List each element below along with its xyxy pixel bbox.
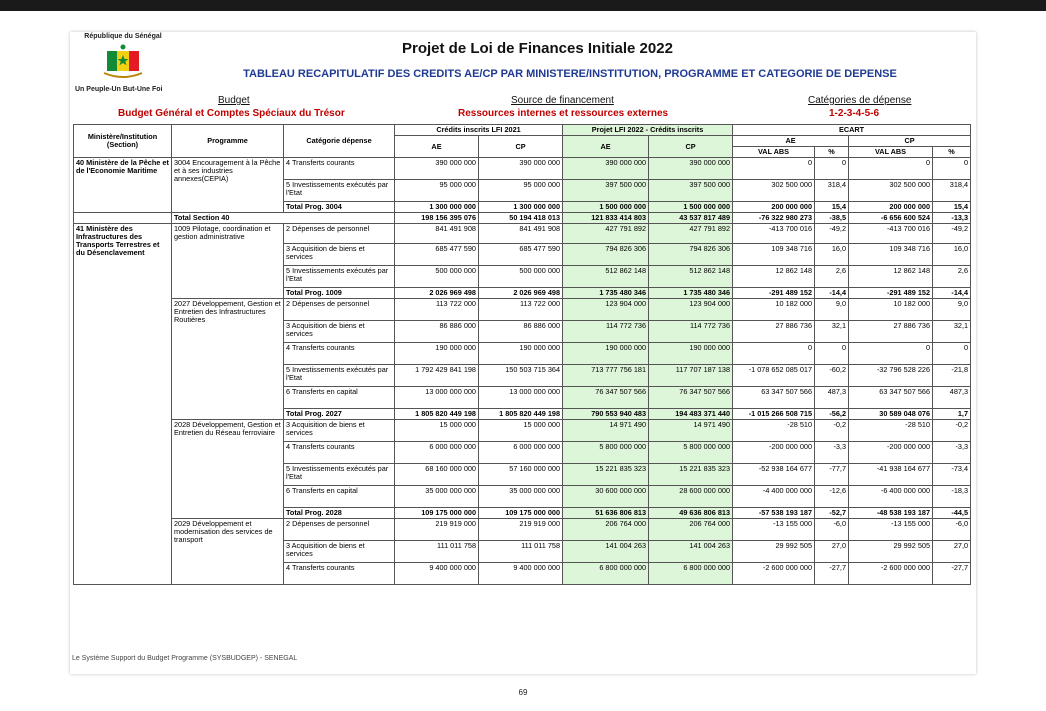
budget-value: Budget Général et Comptes Spéciaux du Trésor — [118, 108, 345, 119]
value-cell-cp22: 427 791 892 — [649, 224, 733, 244]
value-cell-ae21: 86 886 000 — [395, 321, 479, 343]
value-cell-ae-abs: 29 992 505 — [733, 541, 815, 563]
value-cell-ae-pct: 16,0 — [815, 244, 849, 266]
value-cell-cp-abs: -2 600 000 000 — [849, 563, 933, 585]
value-cell-ae-pct: 2,6 — [815, 266, 849, 288]
value-cell-cp-pct: -18,3 — [933, 486, 971, 508]
value-cell-ae-abs: 200 000 000 — [733, 202, 815, 213]
value-cell-ae-pct: -27,7 — [815, 563, 849, 585]
value-cell-cp-pct: 318,4 — [933, 180, 971, 202]
value-cell-ae-abs: 302 500 000 — [733, 180, 815, 202]
col-ecart-cp: CP — [849, 136, 971, 147]
value-cell-cp-abs: 10 182 000 — [849, 299, 933, 321]
value-cell-cp22: 14 971 490 — [649, 420, 733, 442]
value-cell-cp22: 512 862 148 — [649, 266, 733, 288]
value-cell-cp21: 500 000 000 — [479, 266, 563, 288]
col-cp21: CP — [479, 136, 563, 158]
motto-label: Un Peuple-Un But-Une Foi — [75, 86, 163, 93]
col-ministere: Ministère/Institution (Section) — [74, 125, 172, 158]
value-cell-ae-abs: -52 938 164 677 — [733, 464, 815, 486]
programme-cell: 2027 Développement, Gestion et Entretien des Infrastructures Routières — [172, 299, 284, 420]
value-cell-ae-pct: -77,7 — [815, 464, 849, 486]
value-cell-cp21: 15 000 000 — [479, 420, 563, 442]
value-cell-ae21: 198 156 395 076 — [395, 213, 479, 224]
value-cell-cp-pct: 9,0 — [933, 299, 971, 321]
value-cell-cp-abs: -291 489 152 — [849, 288, 933, 299]
value-cell-cp-abs: -41 938 164 677 — [849, 464, 933, 486]
value-cell-ae22: 121 833 414 803 — [563, 213, 649, 224]
value-cell-cp-abs: -6 656 600 524 — [849, 213, 933, 224]
value-cell-cp21: 150 503 715 364 — [479, 365, 563, 387]
credits-table — [73, 124, 971, 585]
value-cell-ae-abs: 109 348 716 — [733, 244, 815, 266]
programme-cell: 2029 Développement et modernisation des services de transport — [172, 519, 284, 585]
category-cell: 4 Transferts courants — [284, 158, 395, 180]
col-cp22: CP — [649, 136, 733, 158]
programme-cell: 3004 Encouragement à la Pêche et à ses industries annexes(CEPIA) — [172, 158, 284, 213]
value-cell-ae-abs: -2 600 000 000 — [733, 563, 815, 585]
value-cell-ae21: 95 000 000 — [395, 180, 479, 202]
value-cell-cp-pct: 32,1 — [933, 321, 971, 343]
value-cell-ae22: 790 553 940 483 — [563, 409, 649, 420]
document-title: Projet de Loi de Finances Initiale 2022 — [402, 40, 673, 57]
value-cell-cp-abs: 63 347 507 566 — [849, 387, 933, 409]
value-cell-ae-abs: -1 015 266 508 715 — [733, 409, 815, 420]
value-cell-cp-pct: -21,8 — [933, 365, 971, 387]
value-cell-ae21: 35 000 000 000 — [395, 486, 479, 508]
col-lfi2021: Crédits inscrits LFI 2021 — [395, 125, 563, 136]
value-cell-ae21: 841 491 908 — [395, 224, 479, 244]
value-cell-ae-abs: 10 182 000 — [733, 299, 815, 321]
value-cell-ae22: 190 000 000 — [563, 343, 649, 365]
value-cell-ae-abs: 63 347 507 566 — [733, 387, 815, 409]
value-cell-cp-abs: 30 589 048 076 — [849, 409, 933, 420]
category-cell: 3 Acquisition de biens et services — [284, 244, 395, 266]
value-cell-cp-abs: 12 862 148 — [849, 266, 933, 288]
category-cell: 3 Acquisition de biens et services — [284, 321, 395, 343]
value-cell-ae-pct: -3,3 — [815, 442, 849, 464]
header-emblem-block — [73, 33, 173, 84]
value-cell-cp-pct: 0 — [933, 158, 971, 180]
value-cell-ae22: 397 500 000 — [563, 180, 649, 202]
value-cell-cp21: 113 722 000 — [479, 299, 563, 321]
value-cell-ae-pct: 0 — [815, 158, 849, 180]
value-cell-cp22: 114 772 736 — [649, 321, 733, 343]
value-cell-cp21: 50 194 418 013 — [479, 213, 563, 224]
senegal-emblem-icon — [101, 43, 145, 79]
value-cell-ae22: 15 221 835 323 — [563, 464, 649, 486]
section-cell: 40 Ministère de la Pêche et de l'Economie Maritime — [74, 158, 172, 213]
category-cell: 2 Dépenses de personnel — [284, 224, 395, 244]
document-subtitle: TABLEAU RECAPITULATIF DES CREDITS AE/CP PAR MINISTERE/INSTITUTION, PROGRAMME ET CATEGORIE DE DEPENSE — [243, 68, 897, 80]
value-cell-cp-pct: -13,3 — [933, 213, 971, 224]
value-cell-cp-abs: -48 538 193 187 — [849, 508, 933, 519]
value-cell-ae-pct: -12,6 — [815, 486, 849, 508]
value-cell-cp22: 141 004 263 — [649, 541, 733, 563]
value-cell-ae21: 685 477 590 — [395, 244, 479, 266]
value-cell-cp-abs: -32 796 528 226 — [849, 365, 933, 387]
value-cell-ae21: 9 400 000 000 — [395, 563, 479, 585]
value-cell-ae21: 1 805 820 449 198 — [395, 409, 479, 420]
value-cell-ae-pct: -56,2 — [815, 409, 849, 420]
value-cell-cp22: 6 800 000 000 — [649, 563, 733, 585]
category-cell: 4 Transferts courants — [284, 442, 395, 464]
value-cell-cp-abs: 200 000 000 — [849, 202, 933, 213]
value-cell-cp-abs: -413 700 016 — [849, 224, 933, 244]
category-cell: 2 Dépenses de personnel — [284, 299, 395, 321]
value-cell-cp22: 190 000 000 — [649, 343, 733, 365]
value-cell-ae22: 51 636 806 813 — [563, 508, 649, 519]
value-cell-ae22: 427 791 892 — [563, 224, 649, 244]
value-cell-cp-pct: 16,0 — [933, 244, 971, 266]
value-cell-cp22: 1 500 000 000 — [649, 202, 733, 213]
value-cell-ae-abs: 0 — [733, 343, 815, 365]
value-cell-ae22: 390 000 000 — [563, 158, 649, 180]
value-cell-ae-pct: -49,2 — [815, 224, 849, 244]
value-cell-cp21: 190 000 000 — [479, 343, 563, 365]
value-cell-cp21: 6 000 000 000 — [479, 442, 563, 464]
value-cell-cp-pct: -14,4 — [933, 288, 971, 299]
value-cell-ae21: 500 000 000 — [395, 266, 479, 288]
col-cp-pct: % — [933, 147, 971, 158]
value-cell-ae21: 113 722 000 — [395, 299, 479, 321]
value-cell-cp-pct: -73,4 — [933, 464, 971, 486]
value-cell-ae-abs: -28 510 — [733, 420, 815, 442]
value-cell-cp-abs: -13 155 000 — [849, 519, 933, 541]
value-cell-cp22: 194 483 371 440 — [649, 409, 733, 420]
value-cell-cp22: 794 826 306 — [649, 244, 733, 266]
value-cell-cp22: 15 221 835 323 — [649, 464, 733, 486]
category-cell: 5 Investissements exécutés par l'Etat — [284, 365, 395, 387]
value-cell-ae22: 30 600 000 000 — [563, 486, 649, 508]
category-cell: Total Prog. 3004 — [284, 202, 395, 213]
value-cell-cp22: 117 707 187 138 — [649, 365, 733, 387]
category-cell: 4 Transferts courants — [284, 343, 395, 365]
section-cell: 41 Ministère des Infrastructures des Transports Terrestres et du Désenclavement — [74, 224, 172, 585]
viewer-top-bar — [0, 0, 1046, 11]
value-cell-ae22: 512 862 148 — [563, 266, 649, 288]
value-cell-ae-abs: 0 — [733, 158, 815, 180]
value-cell-cp22: 1 735 480 346 — [649, 288, 733, 299]
value-cell-ae22: 123 904 000 — [563, 299, 649, 321]
value-cell-cp21: 390 000 000 — [479, 158, 563, 180]
value-cell-ae22: 206 764 000 — [563, 519, 649, 541]
footer-text: Le Système Support du Budget Programme (SYSBUDGEP) - SENEGAL — [72, 655, 298, 662]
categories-label: Catégories de dépense — [808, 95, 912, 106]
total-section-label: Total Section 40 — [172, 213, 395, 224]
value-cell-ae21: 6 000 000 000 — [395, 442, 479, 464]
value-cell-ae21: 1 300 000 000 — [395, 202, 479, 213]
value-cell-ae22: 1 500 000 000 — [563, 202, 649, 213]
value-cell-cp22: 43 537 817 489 — [649, 213, 733, 224]
value-cell-ae-abs: 27 886 736 — [733, 321, 815, 343]
category-cell: Total Prog. 1009 — [284, 288, 395, 299]
table-row — [74, 224, 971, 244]
value-cell-ae-pct: 15,4 — [815, 202, 849, 213]
table-row — [74, 420, 971, 442]
republic-label: République du Sénégal — [84, 33, 162, 40]
value-cell-cp21: 1 300 000 000 — [479, 202, 563, 213]
value-cell-ae-pct: -38,5 — [815, 213, 849, 224]
value-cell-ae-abs: -57 538 193 187 — [733, 508, 815, 519]
value-cell-ae22: 141 004 263 — [563, 541, 649, 563]
value-cell-ae21: 109 175 000 000 — [395, 508, 479, 519]
value-cell-ae-pct: 487,3 — [815, 387, 849, 409]
value-cell-ae22: 794 826 306 — [563, 244, 649, 266]
col-ecart: ECART — [733, 125, 971, 136]
value-cell-cp-pct: -6,0 — [933, 519, 971, 541]
value-cell-ae-abs: 12 862 148 — [733, 266, 815, 288]
value-cell-ae-pct: -14,4 — [815, 288, 849, 299]
value-cell-cp21: 1 805 820 449 198 — [479, 409, 563, 420]
category-cell: Total Prog. 2028 — [284, 508, 395, 519]
value-cell-ae22: 114 772 736 — [563, 321, 649, 343]
value-cell-cp22: 390 000 000 — [649, 158, 733, 180]
value-cell-cp-pct: -49,2 — [933, 224, 971, 244]
programme-cell: 1009 Pilotage, coordination et gestion administrative — [172, 224, 284, 299]
col-categorie: Catégorie dépense — [284, 125, 395, 158]
value-cell-ae21: 13 000 000 000 — [395, 387, 479, 409]
col-ae-val-abs: VAL ABS — [733, 147, 815, 158]
table-row — [74, 519, 971, 541]
value-cell-cp22: 76 347 507 566 — [649, 387, 733, 409]
value-cell-cp22: 5 800 000 000 — [649, 442, 733, 464]
category-cell: 2 Dépenses de personnel — [284, 519, 395, 541]
category-cell: 5 Investissements exécutés par l'Etat — [284, 266, 395, 288]
value-cell-cp21: 219 919 000 — [479, 519, 563, 541]
col-cp-val-abs: VAL ABS — [849, 147, 933, 158]
value-cell-ae21: 68 160 000 000 — [395, 464, 479, 486]
value-cell-ae21: 190 000 000 — [395, 343, 479, 365]
value-cell-cp-abs: -200 000 000 — [849, 442, 933, 464]
value-cell-ae-pct: -6,0 — [815, 519, 849, 541]
category-cell: 4 Transferts courants — [284, 563, 395, 585]
value-cell-cp-pct: -3,3 — [933, 442, 971, 464]
value-cell-ae21: 390 000 000 — [395, 158, 479, 180]
value-cell-cp-abs: 0 — [849, 343, 933, 365]
section-cell — [74, 213, 172, 224]
value-cell-ae22: 1 735 480 346 — [563, 288, 649, 299]
value-cell-ae21: 2 026 969 498 — [395, 288, 479, 299]
value-cell-cp-abs: 109 348 716 — [849, 244, 933, 266]
value-cell-ae-abs: -1 078 652 085 017 — [733, 365, 815, 387]
value-cell-cp-abs: -6 400 000 000 — [849, 486, 933, 508]
value-cell-ae22: 14 971 490 — [563, 420, 649, 442]
value-cell-ae-abs: -4 400 000 000 — [733, 486, 815, 508]
value-cell-cp21: 57 160 000 000 — [479, 464, 563, 486]
value-cell-ae-abs: -291 489 152 — [733, 288, 815, 299]
col-ae-pct: % — [815, 147, 849, 158]
value-cell-ae-pct: -0,2 — [815, 420, 849, 442]
value-cell-ae-abs: -413 700 016 — [733, 224, 815, 244]
value-cell-ae-pct: 318,4 — [815, 180, 849, 202]
page-number: 69 — [518, 688, 528, 697]
value-cell-ae21: 1 792 429 841 198 — [395, 365, 479, 387]
value-cell-cp22: 49 636 806 813 — [649, 508, 733, 519]
value-cell-cp-abs: 302 500 000 — [849, 180, 933, 202]
categories-value: 1-2-3-4-5-6 — [829, 108, 880, 119]
category-cell: 6 Transferts en capital — [284, 387, 395, 409]
value-cell-cp-pct: 15,4 — [933, 202, 971, 213]
source-value: Ressources internes et ressources externes — [458, 108, 669, 119]
value-cell-ae-pct: -60,2 — [815, 365, 849, 387]
category-cell: 3 Acquisition de biens et services — [284, 420, 395, 442]
source-label: Source de financement — [511, 95, 614, 106]
table-row — [74, 299, 971, 321]
value-cell-cp-pct: 1,7 — [933, 409, 971, 420]
value-cell-cp22: 28 600 000 000 — [649, 486, 733, 508]
value-cell-cp-abs: 27 886 736 — [849, 321, 933, 343]
col-ae21: AE — [395, 136, 479, 158]
value-cell-ae-pct: 32,1 — [815, 321, 849, 343]
value-cell-ae-abs: -13 155 000 — [733, 519, 815, 541]
value-cell-ae-pct: 9,0 — [815, 299, 849, 321]
value-cell-ae22: 713 777 756 181 — [563, 365, 649, 387]
value-cell-cp21: 111 011 758 — [479, 541, 563, 563]
value-cell-cp22: 123 904 000 — [649, 299, 733, 321]
value-cell-cp21: 86 886 000 — [479, 321, 563, 343]
value-cell-ae22: 6 800 000 000 — [563, 563, 649, 585]
value-cell-ae21: 111 011 758 — [395, 541, 479, 563]
value-cell-cp-pct: 0 — [933, 343, 971, 365]
value-cell-cp21: 841 491 908 — [479, 224, 563, 244]
value-cell-cp21: 13 000 000 000 — [479, 387, 563, 409]
value-cell-cp-abs: -28 510 — [849, 420, 933, 442]
category-cell: Total Prog. 2027 — [284, 409, 395, 420]
category-cell: 3 Acquisition de biens et services — [284, 541, 395, 563]
value-cell-ae-abs: -76 322 980 273 — [733, 213, 815, 224]
value-cell-cp-abs: 29 992 505 — [849, 541, 933, 563]
value-cell-cp21: 685 477 590 — [479, 244, 563, 266]
budget-label: Budget — [218, 95, 250, 106]
value-cell-cp21: 35 000 000 000 — [479, 486, 563, 508]
col-lfi2022: Projet LFI 2022 - Crédits inscrits — [563, 125, 733, 136]
value-cell-cp21: 95 000 000 — [479, 180, 563, 202]
value-cell-ae-pct: 27,0 — [815, 541, 849, 563]
value-cell-ae-pct: 0 — [815, 343, 849, 365]
value-cell-ae21: 15 000 000 — [395, 420, 479, 442]
value-cell-cp-pct: 487,3 — [933, 387, 971, 409]
col-programme: Programme — [172, 125, 284, 158]
value-cell-ae-pct: -52,7 — [815, 508, 849, 519]
category-cell: 6 Transferts en capital — [284, 486, 395, 508]
value-cell-cp-pct: -27,7 — [933, 563, 971, 585]
col-ae22: AE — [563, 136, 649, 158]
value-cell-cp-pct: 27,0 — [933, 541, 971, 563]
value-cell-cp22: 206 764 000 — [649, 519, 733, 541]
col-ecart-ae: AE — [733, 136, 849, 147]
value-cell-cp-pct: -44,5 — [933, 508, 971, 519]
value-cell-cp21: 2 026 969 498 — [479, 288, 563, 299]
value-cell-cp-pct: 2,6 — [933, 266, 971, 288]
value-cell-cp21: 109 175 000 000 — [479, 508, 563, 519]
value-cell-ae22: 5 800 000 000 — [563, 442, 649, 464]
value-cell-cp22: 397 500 000 — [649, 180, 733, 202]
value-cell-ae21: 219 919 000 — [395, 519, 479, 541]
value-cell-ae22: 76 347 507 566 — [563, 387, 649, 409]
table-row — [74, 213, 971, 224]
table-row — [74, 158, 971, 180]
value-cell-cp-pct: -0,2 — [933, 420, 971, 442]
category-cell: 5 Investissements exécutés par l'Etat — [284, 464, 395, 486]
value-cell-cp-abs: 0 — [849, 158, 933, 180]
value-cell-ae-abs: -200 000 000 — [733, 442, 815, 464]
programme-cell: 2028 Développement, Gestion et Entretien du Réseau ferroviaire — [172, 420, 284, 519]
value-cell-cp21: 9 400 000 000 — [479, 563, 563, 585]
category-cell: 5 Investissements exécutés par l'Etat — [284, 180, 395, 202]
